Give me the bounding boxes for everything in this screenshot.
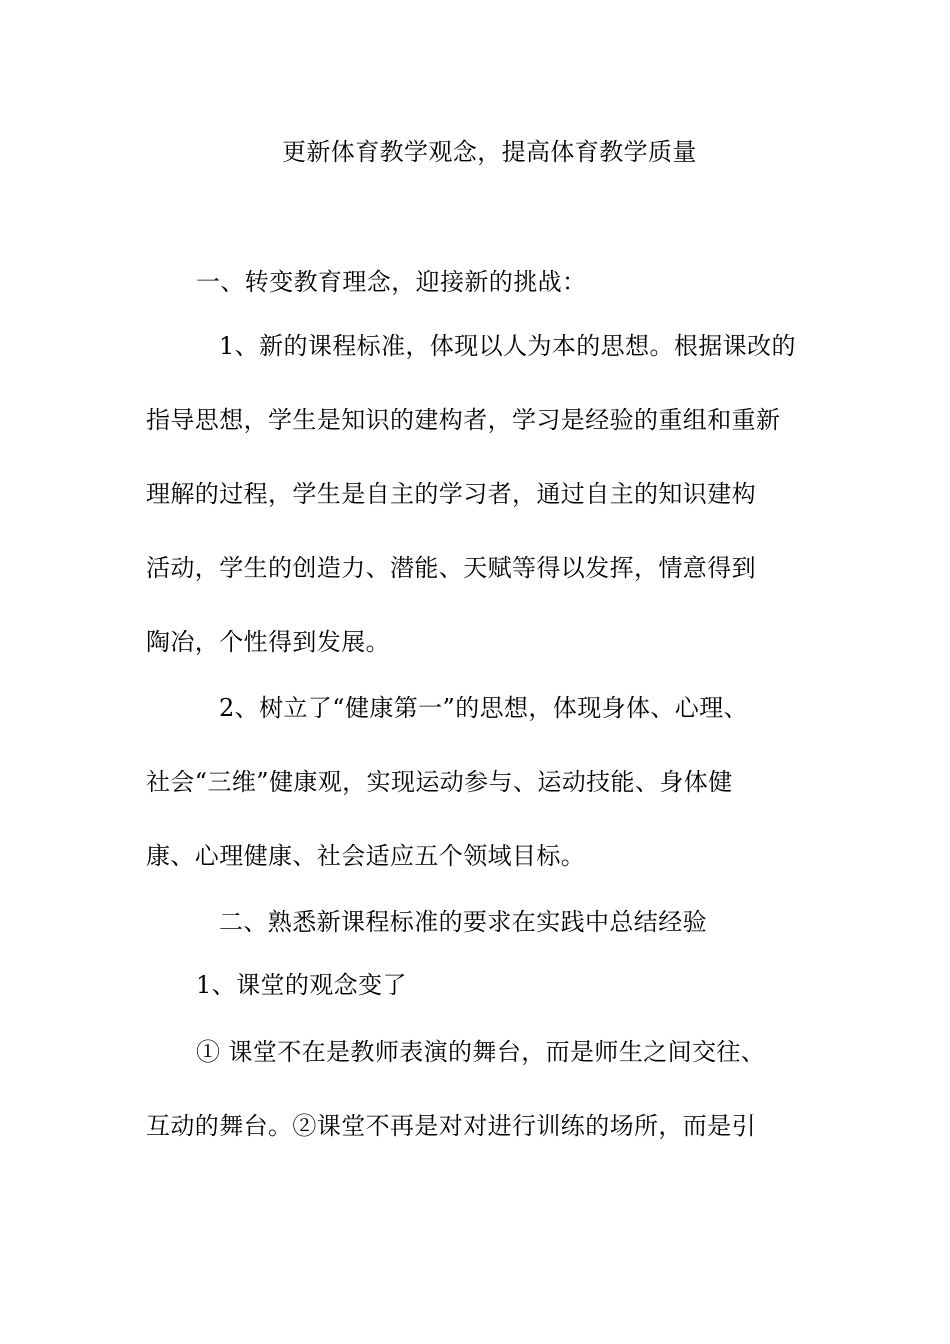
paragraph-3-line-1: ① 课堂不在是教师表演的舞台，而是师生之间交往、 <box>196 1038 766 1066</box>
document-title: 更新体育教学观念，提高体育教学质量 <box>282 138 697 166</box>
paragraph-1-line-5: 陶冶，个性得到发展。 <box>146 628 390 656</box>
subsection-1-heading: 1、课堂的观念变了 <box>196 971 407 999</box>
paragraph-1-line-3: 理解的过程，学生是自主的学习者，通过自主的知识建构 <box>146 480 756 508</box>
paragraph-2-line-2: 社会“三维”健康观，实现运动参与、运动技能、身体健 <box>146 768 733 796</box>
section-1-heading: 一、转变教育理念，迎接新的挑战： <box>196 268 587 296</box>
paragraph-1-line-4: 活动，学生的创造力、潜能、天赋等得以发挥，情意得到 <box>146 554 756 582</box>
paragraph-2-line-1: 2、树立了“健康第一”的思想，体现身体、心理、 <box>219 694 749 722</box>
paragraph-1-line-1: 1、新的课程标准，体现以人为本的思想。根据课改的 <box>219 332 796 360</box>
section-2-heading: 二、熟悉新课程标准的要求在实践中总结经验 <box>219 908 707 936</box>
paragraph-3-line-2: 互动的舞台。②课堂不再是对对进行训练的场所，而是引 <box>146 1112 756 1140</box>
paragraph-2-line-3: 康、心理健康、社会适应五个领域目标。 <box>146 842 586 870</box>
paragraph-1-line-2: 指导思想，学生是知识的建构者，学习是经验的重组和重新 <box>146 406 781 434</box>
